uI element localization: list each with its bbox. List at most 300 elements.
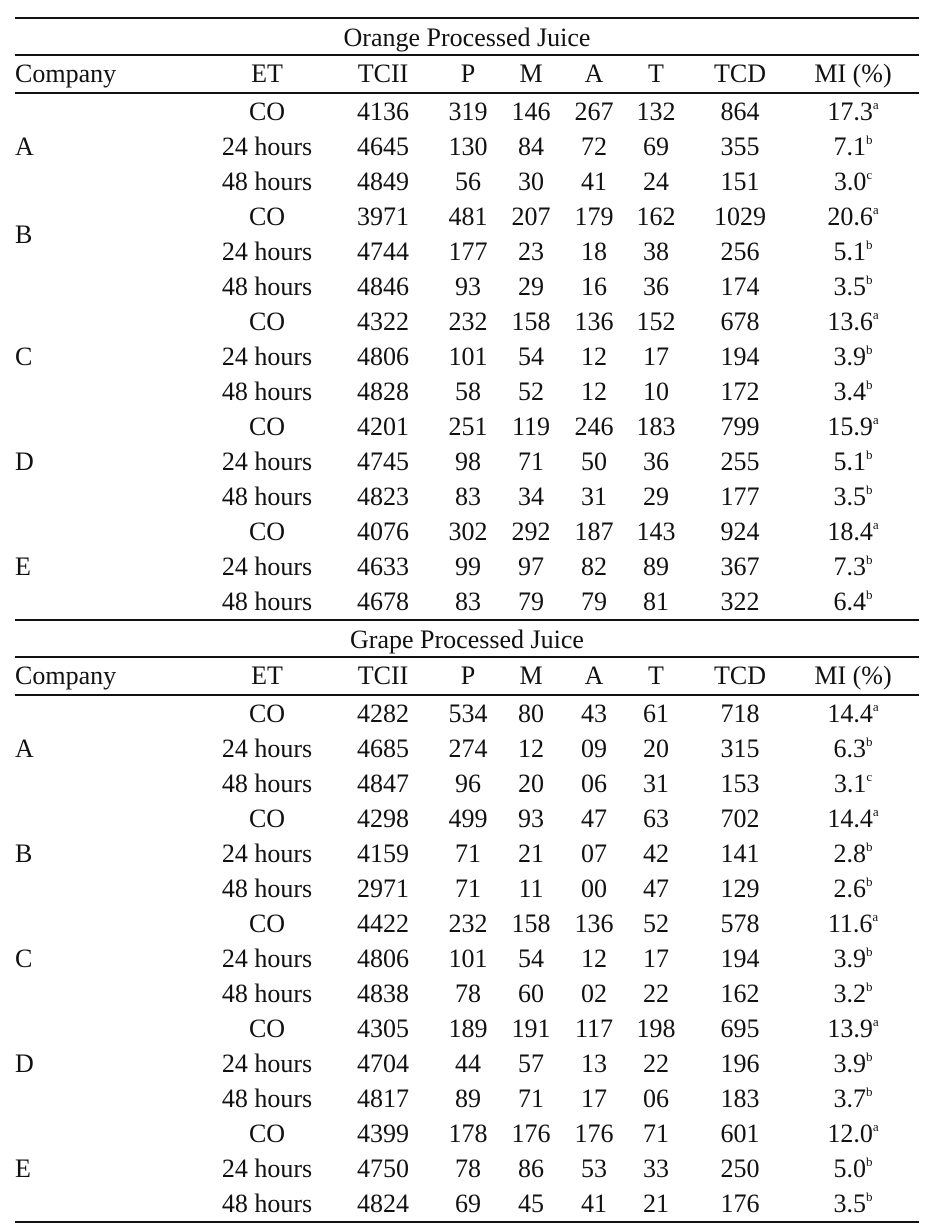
- table-cell-value: 4422: [357, 909, 409, 938]
- table-cell-value: 119: [511, 412, 551, 441]
- table-cell: [581, 766, 620, 801]
- table-cell-text: [518, 339, 544, 374]
- mi-cell-value: 5.1: [833, 447, 866, 476]
- table-cell: [643, 549, 682, 584]
- mi-cell-value: 5.0: [833, 1154, 866, 1183]
- table-cell-text: [643, 766, 669, 801]
- table-cell: [720, 409, 779, 444]
- table-cell-value: 98: [455, 447, 481, 476]
- table-cell-value: 4750: [357, 1154, 409, 1183]
- table-cell-text: [357, 164, 409, 199]
- column-header-value: T: [648, 59, 664, 88]
- data-table: [15, 17, 919, 1223]
- table-cell-text: [249, 906, 285, 941]
- table-cell-text: [581, 976, 607, 1011]
- table-cell-text: [357, 1116, 409, 1151]
- significance-letter: b: [866, 944, 873, 959]
- table-cell: [643, 976, 682, 1011]
- table-cell-text: [643, 731, 669, 766]
- table-cell-text: [222, 836, 312, 871]
- table-cell: [511, 409, 569, 444]
- table-cell-value: 4817: [357, 1084, 409, 1113]
- table-cell-value: 50: [581, 447, 607, 476]
- table-cell: [448, 339, 507, 374]
- table-cell-text: [643, 696, 669, 731]
- significance-letter: b: [866, 1189, 873, 1204]
- table-cell-text: [357, 766, 409, 801]
- mi-cell-value: 3.9: [833, 1049, 866, 1078]
- table-cell-text: [721, 801, 760, 836]
- mi-cell-value: 14.4: [827, 699, 873, 728]
- table-cell-text: [518, 941, 544, 976]
- table-cell-value: 4076: [357, 517, 409, 546]
- table-cell: [643, 444, 682, 479]
- table-cell: [455, 164, 494, 199]
- table-cell-value: 176: [574, 1119, 614, 1148]
- table-row: [15, 976, 919, 1011]
- table-cell-text: [721, 269, 760, 304]
- table-cell-value: 101: [448, 944, 488, 973]
- table-cell-text: [643, 339, 669, 374]
- table-cell: [448, 94, 507, 129]
- column-header-value: ET: [251, 661, 283, 690]
- table-cell: [357, 1151, 435, 1186]
- table-cell-text: [721, 549, 760, 584]
- table-cell-value: 24 hours: [221, 132, 313, 161]
- column-header: [460, 56, 482, 92]
- table-cell-value: 48 hours: [221, 167, 313, 196]
- table-cell-text: [721, 1186, 760, 1221]
- table-cell-value: 71: [643, 1119, 669, 1148]
- significance-letter: c: [866, 769, 873, 784]
- table-cell-text: [222, 584, 312, 619]
- mi-cell-value: 7.3: [833, 552, 866, 581]
- column-header-text: [251, 56, 283, 92]
- table-cell-text: [581, 1151, 607, 1186]
- table-row: [15, 871, 919, 906]
- table-cell-text: [518, 269, 544, 304]
- table-cell-text: [643, 479, 669, 514]
- table-cell-value: 78: [455, 979, 481, 1008]
- table-cell-text: [455, 164, 481, 199]
- table-cell-text: [721, 906, 760, 941]
- table-cell-value: 4678: [357, 587, 409, 616]
- significance-letter: a: [872, 804, 879, 819]
- mi-cell: [833, 584, 892, 623]
- table-cell: [248, 801, 303, 836]
- table-cell: [720, 1116, 779, 1151]
- table-cell-text: [449, 234, 488, 269]
- table-cell-value: 152: [636, 307, 676, 336]
- mi-cell: [827, 1011, 904, 1050]
- table-cell-value: 4159: [357, 839, 409, 868]
- table-cell-value: 4685: [357, 734, 409, 763]
- table-cell: [248, 514, 303, 549]
- column-header-value: P: [460, 661, 476, 690]
- column-header-value: MI (%): [814, 661, 892, 690]
- table-cell: [643, 941, 682, 976]
- table-cell-value: 12: [581, 342, 607, 371]
- table-row: [15, 549, 919, 584]
- mi-cell-text: [827, 1116, 878, 1155]
- table-cell: [720, 269, 779, 304]
- table-cell-text: [512, 1116, 551, 1151]
- mi-cell: [827, 906, 903, 945]
- column-header: [584, 658, 613, 694]
- table-cell-value: 174: [720, 272, 760, 301]
- column-header-text: [814, 56, 891, 92]
- table-cell: [455, 871, 494, 906]
- table-cell: [636, 304, 695, 339]
- table-cell-text: [581, 549, 607, 584]
- table-cell-value: 162: [636, 202, 676, 231]
- column-header-value: MI (%): [814, 59, 892, 88]
- table-cell: [357, 1186, 435, 1221]
- table-cell-text: [449, 1116, 488, 1151]
- significance-letter: a: [872, 517, 879, 532]
- table-cell-value: 44: [455, 1049, 481, 1078]
- table-cell: [248, 304, 303, 339]
- table-cell-text: [449, 304, 488, 339]
- table-row: [15, 1151, 919, 1186]
- significance-letter: a: [872, 412, 879, 427]
- table-cell-value: 176: [511, 1119, 551, 1148]
- table-cell-text: [455, 584, 481, 619]
- table-row: [15, 1186, 919, 1221]
- table-cell-text: [249, 1116, 285, 1151]
- mi-cell-text: [834, 1046, 873, 1085]
- table-cell-value: 153: [720, 769, 760, 798]
- table-cell: [357, 584, 435, 619]
- table-cell: [720, 514, 779, 549]
- table-cell: [221, 1081, 357, 1116]
- table-cell-value: 07: [581, 839, 607, 868]
- table-cell-value: 4704: [357, 1049, 409, 1078]
- table-cell: [357, 514, 435, 549]
- column-header-text: [519, 56, 542, 92]
- table-cell: [643, 766, 682, 801]
- table-cell: [643, 731, 682, 766]
- table-cell: [581, 374, 620, 409]
- table-cell-text: [637, 1011, 676, 1046]
- table-cell: [248, 409, 303, 444]
- table-cell: [448, 409, 507, 444]
- table-cell-value: 864: [720, 97, 760, 126]
- table-cell-value: 45: [518, 1189, 544, 1218]
- table-cell: [455, 1046, 494, 1081]
- table-cell-text: [222, 1081, 312, 1116]
- mi-cell-text: [827, 199, 878, 238]
- table-cell: [455, 479, 494, 514]
- table-cell-text: [449, 906, 488, 941]
- table-cell-text: [249, 94, 285, 129]
- column-header-value: TCD: [714, 59, 766, 88]
- mi-cell-text: [834, 129, 873, 168]
- table-cell-text: [581, 444, 607, 479]
- significance-letter: a: [872, 97, 879, 112]
- table-cell-text: [249, 696, 285, 731]
- table-cell-text: [581, 584, 607, 619]
- table-cell-text: [357, 409, 409, 444]
- table-cell-value: 4298: [357, 804, 409, 833]
- table-row: [15, 801, 919, 836]
- table-cell-value: CO: [248, 1014, 286, 1043]
- table-cell: [518, 444, 557, 479]
- table-cell: [643, 374, 682, 409]
- table-row: [15, 304, 919, 339]
- rule-bottom: [15, 1221, 919, 1223]
- table-cell: [455, 269, 494, 304]
- table-cell-text: [455, 1081, 481, 1116]
- table-cell-text: [222, 269, 312, 304]
- table-cell-text: [455, 1186, 481, 1221]
- table-cell-value: 367: [720, 552, 760, 581]
- mi-cell: [827, 801, 904, 840]
- significance-letter: b: [866, 1154, 873, 1169]
- table-cell: [581, 941, 620, 976]
- table-cell-text: [721, 409, 760, 444]
- mi-cell-value: 3.4: [833, 377, 866, 406]
- significance-letter: a: [872, 909, 879, 924]
- table-cell: [581, 696, 620, 731]
- mi-cell-text: [834, 339, 873, 378]
- table-cell: [357, 836, 435, 871]
- significance-letter: b: [866, 132, 873, 147]
- mi-cell: [827, 94, 904, 133]
- table-cell-text: [643, 1116, 669, 1151]
- mi-cell: [833, 1186, 892, 1225]
- table-cell-value: 43: [581, 699, 607, 728]
- table-cell-value: 924: [720, 517, 760, 546]
- table-cell-value: 799: [720, 412, 760, 441]
- table-cell-text: [455, 479, 481, 514]
- table-cell: [511, 304, 570, 339]
- table-cell: [455, 444, 494, 479]
- table-cell-text: [518, 1081, 544, 1116]
- table-cell-text: [449, 696, 488, 731]
- mi-cell: [833, 339, 892, 378]
- table-cell-value: 47: [581, 804, 607, 833]
- mi-cell-value: 3.9: [833, 944, 866, 973]
- table-cell: [518, 696, 557, 731]
- table-cell-text: [714, 199, 766, 234]
- table-cell: [357, 479, 435, 514]
- table-cell-value: 93: [455, 272, 481, 301]
- table-cell-text: [518, 549, 544, 584]
- mi-cell-text: [827, 94, 878, 133]
- table-cell-text: [721, 696, 760, 731]
- column-header-text: [648, 56, 664, 92]
- table-cell-value: 255: [720, 447, 760, 476]
- significance-letter: b: [866, 447, 873, 462]
- table-cell: [248, 1116, 303, 1151]
- significance-letter: b: [866, 979, 873, 994]
- column-header-text: [814, 658, 891, 694]
- table-cell: [221, 1151, 357, 1186]
- mi-cell-value: 3.5: [833, 1189, 866, 1218]
- table-cell-text: [518, 731, 544, 766]
- column-header-value: P: [460, 59, 476, 88]
- mi-cell: [827, 696, 904, 735]
- table-cell-text: [643, 906, 669, 941]
- table-cell: [643, 801, 682, 836]
- table-cell-value: 129: [720, 874, 760, 903]
- table-cell: [357, 199, 435, 234]
- table-cell-value: 274: [448, 734, 488, 763]
- mi-cell-value: 18.4: [827, 517, 873, 546]
- significance-letter: a: [872, 1014, 879, 1029]
- table-cell-text: [581, 731, 607, 766]
- table-cell-text: [643, 941, 669, 976]
- table-cell-text: [357, 129, 409, 164]
- column-header-text: [251, 658, 283, 694]
- mi-cell: [833, 1046, 892, 1085]
- table-row: [15, 164, 919, 199]
- table-row: [15, 1081, 919, 1116]
- table-cell: [455, 1186, 494, 1221]
- table-cell-value: 13: [581, 1049, 607, 1078]
- table-cell-text: [222, 129, 312, 164]
- table-cell-value: 63: [643, 804, 669, 833]
- table-cell: [511, 199, 570, 234]
- table-cell-text: [518, 584, 544, 619]
- table-cell-value: 183: [720, 1084, 760, 1113]
- mi-cell: [833, 976, 892, 1015]
- mi-cell-value: 3.0: [833, 167, 867, 196]
- table-cell-text: [637, 199, 676, 234]
- table-cell: [221, 164, 357, 199]
- table-cell: [221, 269, 357, 304]
- table-cell: [720, 696, 779, 731]
- table-cell-text: [357, 234, 409, 269]
- table-cell-text: [357, 1151, 409, 1186]
- table-cell-value: 177: [720, 482, 760, 511]
- table-cell-text: [581, 801, 607, 836]
- table-cell: [357, 1046, 435, 1081]
- mi-cell-value: 14.4: [827, 804, 873, 833]
- table-cell-value: 61: [643, 699, 669, 728]
- table-cell-value: 17: [643, 342, 669, 371]
- table-cell-text: [721, 1081, 760, 1116]
- table-cell: [221, 976, 357, 1011]
- table-cell-value: 17: [581, 1084, 607, 1113]
- significance-letter: b: [866, 377, 873, 392]
- mi-cell-text: [827, 304, 878, 343]
- table-cell-value: 20: [643, 734, 669, 763]
- table-cell-value: 18: [581, 237, 607, 266]
- column-header: [251, 658, 299, 694]
- mi-cell-value: 3.9: [833, 342, 866, 371]
- table-cell: [720, 871, 779, 906]
- table-cell-text: [222, 479, 312, 514]
- table-cell: [581, 1081, 620, 1116]
- table-cell-text: [357, 731, 409, 766]
- table-cell: [518, 801, 557, 836]
- table-cell-value: 24 hours: [221, 944, 313, 973]
- table-cell-text: [357, 1046, 409, 1081]
- table-cell-text: [449, 129, 488, 164]
- table-cell: [581, 731, 620, 766]
- table-cell-text: [222, 164, 312, 199]
- table-cell-value: 4824: [357, 1189, 409, 1218]
- table-cell-value: 4745: [357, 447, 409, 476]
- table-cell-text: [637, 304, 676, 339]
- table-cell-text: [455, 549, 481, 584]
- table-cell-value: 4645: [357, 132, 409, 161]
- table-cell-text: [581, 696, 607, 731]
- table-cell-text: [581, 836, 607, 871]
- table-cell: [455, 1151, 494, 1186]
- table-cell: [581, 444, 620, 479]
- table-cell-text: [222, 1046, 312, 1081]
- table-cell: [448, 1116, 507, 1151]
- table-cell: [221, 339, 357, 374]
- mi-cell-text: [834, 941, 873, 980]
- table-cell-value: 20: [518, 769, 544, 798]
- table-cell-value: 89: [643, 552, 669, 581]
- mi-cell-value: 13.6: [827, 307, 873, 336]
- table-cell: [221, 129, 357, 164]
- significance-letter: b: [866, 874, 873, 889]
- company-label: D: [15, 447, 34, 476]
- table-cell: [221, 836, 357, 871]
- table-cell-text: [575, 514, 614, 549]
- table-cell-text: [721, 129, 760, 164]
- mi-cell-text: [834, 1151, 873, 1190]
- mi-cell: [833, 1081, 892, 1120]
- table-cell: [581, 269, 620, 304]
- table-cell-value: 78: [455, 1154, 481, 1183]
- table-cell-text: [357, 444, 409, 479]
- table-cell-text: [455, 976, 481, 1011]
- table-cell: [518, 549, 557, 584]
- table-cell: [518, 234, 557, 269]
- table-cell-value: 24 hours: [221, 552, 313, 581]
- table-row: [15, 766, 919, 801]
- table-cell-text: [222, 871, 312, 906]
- table-cell-text: [222, 444, 312, 479]
- table-cell: [643, 129, 682, 164]
- table-cell-value: CO: [248, 202, 286, 231]
- mi-cell-text: [827, 514, 878, 553]
- table-cell: [574, 1116, 633, 1151]
- column-header: [357, 658, 434, 694]
- table-cell-text: [357, 269, 409, 304]
- table-cell-text: [637, 514, 676, 549]
- table-row: [15, 1046, 919, 1081]
- mi-cell-text: [827, 1011, 878, 1050]
- table-cell-text: [643, 549, 669, 584]
- table-cell-value: 130: [448, 132, 488, 161]
- table-cell-text: [449, 339, 488, 374]
- table-cell-value: 499: [448, 804, 488, 833]
- table-row: [15, 339, 919, 374]
- table-cell: [720, 801, 779, 836]
- table-cell-value: 48 hours: [221, 587, 313, 616]
- table-cell: [357, 444, 435, 479]
- table-cell-value: 11: [518, 874, 544, 903]
- mi-cell: [827, 514, 904, 553]
- table-cell-text: [643, 1186, 669, 1221]
- table-cell-value: 101: [448, 342, 488, 371]
- table-cell: [221, 871, 357, 906]
- table-cell-text: [357, 374, 409, 409]
- table-cell-text: [357, 94, 409, 129]
- table-cell-value: 132: [636, 97, 676, 126]
- table-cell-text: [581, 941, 607, 976]
- table-cell-value: 178: [448, 1119, 488, 1148]
- table-cell-value: 02: [581, 979, 607, 1008]
